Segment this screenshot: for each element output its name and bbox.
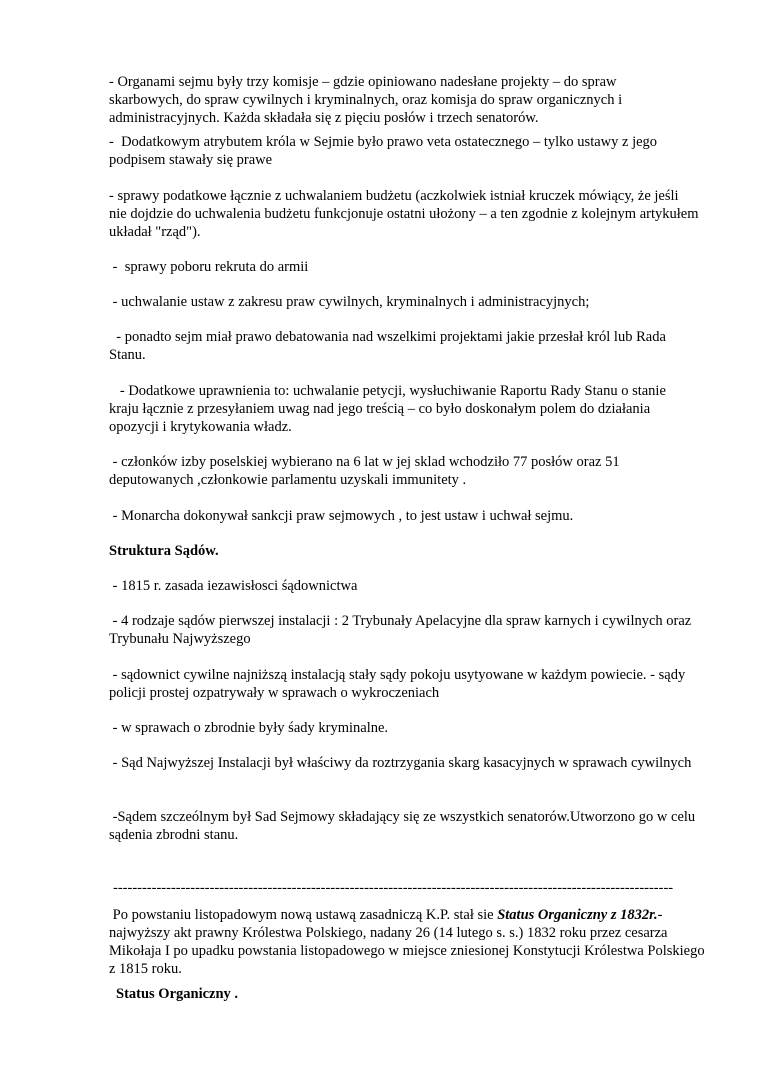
paragraph-judicial-independence: - 1815 r. zasada iezawisłosci śądownictwa	[109, 578, 358, 594]
paragraph-court-types: - 4 rodzaje sądów pierwszej instalacji : 2 Trybunały Apelacyjne dla spraw karnych i cywilnych oraz Trybunału Najwyższego	[109, 613, 699, 647]
paragraph-monarch-sanction: - Monarcha dokonywał sankcji praw sejmowych , to jest ustaw i uchwał sejmu.	[109, 508, 574, 524]
paragraph-lawmaking: - uchwalanie ustaw z zakresu praw cywilnych, kryminalnych i administracyjnych;	[109, 294, 590, 310]
paragraph-tax-budget: - sprawy podatkowe łącznie z uchwalaniem budżetu (aczkolwiek istniał kruczek mówiący, że jeśli nie dojdzie do uchwalenia budżetu funkcjonuje ostatni ułożony – a ten zgodnie z kolejnym artykułem układał "rząd").	[109, 188, 703, 240]
paragraph-king-veto: - Dodatkowym atrybutem króla w Sejmie było prawo veta ostatecznego – tylko ustawy z jego podpisem stawały się prawe	[109, 134, 661, 168]
paragraph-organic-statute-intro	[109, 906, 709, 978]
paragraph-chamber-members: - członków izby poselskiej wybierano na 6 lat w jej sklad wchodziło 77 posłów oraz 51 deputowanych ,członkowie parlamentu uzyskali immunitety .	[109, 454, 624, 488]
paragraph-supreme-court: - Sąd Najwyższej Instalacji był właściwy da roztrzygania skarg kasacyjnych w sprawach cywilnych	[109, 755, 692, 771]
organic-statute-title-inline: Status Organiczny z 1832r.	[497, 907, 658, 923]
heading-organic-statute: Status Organiczny .	[116, 986, 239, 1002]
paragraph-additional-powers: - Dodatkowe uprawnienia to: uchwalanie petycji, wysłuchiwanie Raportu Rady Stanu o stanie kraju łącznie z przesyłaniem uwag nad jego treścią – co było doskonałym polem do działania opozycji i krytykowania władz.	[109, 383, 670, 435]
heading-court-structure: Struktura Sądów.	[109, 543, 219, 559]
paragraph-debate: - ponadto sejm miał prawo debatowania nad wszelkimi projektami jakie przesłał król lub Rada Stanu.	[109, 329, 670, 363]
paragraph-civil-courts: - sądownict cywilne najniższą instalacją stały sądy pokoju usytyowane w każdym powiecie. - sądy policji prostej ozpatrywały w sprawach o wykroczeniach	[109, 667, 689, 701]
paragraph-sejm-court: -Sądem szczeólnym był Sad Sejmowy składający się ze wszystkich senatorów.Utworzono go w celu sądenia zbrodni stanu.	[109, 809, 699, 843]
paragraph-recruitment: - sprawy poboru rekruta do armii	[109, 259, 309, 275]
organic-statute-description: - najwyższy akt prawny Królestwa Polskiego, nadany 26 (14 lutego s. s.) 1832 roku przez cesarza Mikołaja I po upadku powstania listopadowego w miejsce zniesionej Konstytucji Królestwa Polskiego z 1815 roku.	[109, 907, 709, 977]
paragraph-sejm-commissions: - Organami sejmu były trzy komisje – gdzie opiniowano nadesłane projekty – do spraw skarbowych, do spraw cywilnych i kryminalnych, oraz komisja do spraw organicznych i administracyjnych. Każda składała się z pięciu posłów i trzech senatorów.	[109, 74, 626, 126]
dashed-separator: --------------------------------------------------------------------------------------------------------------------	[113, 880, 674, 896]
paragraph-criminal-courts: - w sprawach o zbrodnie były śady kryminalne.	[109, 720, 389, 736]
organic-statute-intro-text: Po powstaniu listopadowym nową ustawą zasadniczą K.P. stał sie	[109, 907, 498, 923]
